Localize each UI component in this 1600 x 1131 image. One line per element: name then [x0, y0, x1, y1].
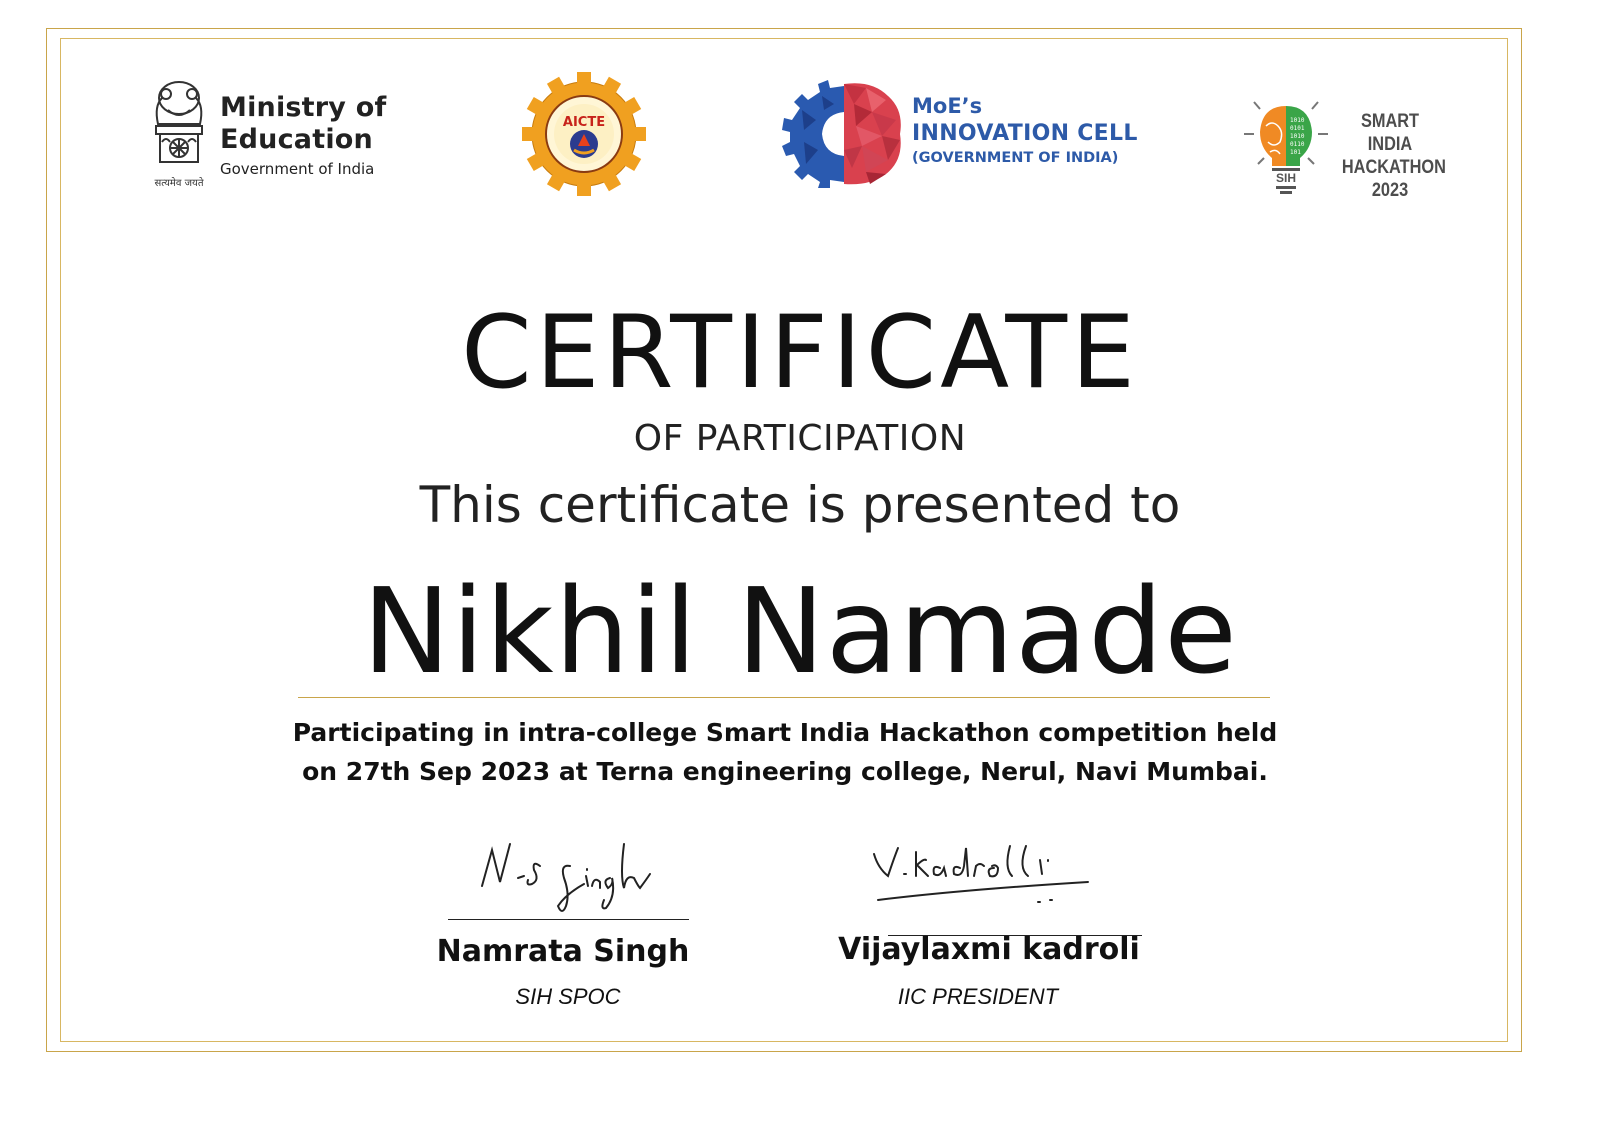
aicte-logo [522, 72, 646, 196]
sih-line2: HACKATHON [1341, 157, 1446, 178]
ministry-line1: Ministry of [220, 92, 387, 123]
sih-line1: SMART INDIA [1360, 111, 1420, 155]
emblem-motto: सत्यमेव जयते [154, 178, 204, 189]
national-emblem-icon [144, 76, 214, 192]
signatory-role-1: SIH SPOC [515, 984, 621, 1009]
innovation-cell-logo [912, 92, 1138, 168]
svg-text:0110: 0110 [1290, 141, 1305, 148]
aicte-label: AICTE [562, 115, 606, 130]
description-line1: Participating in intra-college Smart India Hackathon competition held [292, 718, 1278, 747]
recipient-name: Nikhil Namade [362, 562, 1238, 700]
description-line2: on 27th Sep 2023 at Terna engineering college, Nerul, Navi Mumbai. [302, 757, 1268, 786]
svg-text:1010: 1010 [1290, 117, 1305, 124]
signature-line-1 [448, 919, 689, 920]
innovation-cell-icon [782, 80, 906, 188]
signature-vijaylaxmi-kadroli [868, 838, 1098, 910]
signatory-name-1: Namrata Singh [436, 934, 690, 969]
signatory-role-2: IIC PRESIDENT [897, 984, 1059, 1009]
certificate-subtitle: OF PARTICIPATION [633, 418, 967, 459]
sih-badge: SIH [1275, 171, 1297, 185]
ministry-line2: Education [220, 124, 373, 155]
ministry-line3: Government of India [220, 160, 375, 178]
sih-bulb-icon [1240, 92, 1332, 196]
svg-text:1010: 1010 [1290, 133, 1305, 140]
sih-line3: 2023 [1371, 180, 1409, 201]
certificate-title: CERTIFICATE [461, 293, 1139, 411]
ministry-of-education-logo [220, 92, 386, 180]
presented-to-text: This certificate is presented to [419, 476, 1181, 534]
innovation-cell-line2: INNOVATION CELL [912, 121, 1138, 146]
signatory-name-2: Vijaylaxmi kadroli [838, 932, 1140, 967]
certificate-description [260, 713, 1310, 791]
innovation-cell-line1: MoE’s [912, 94, 983, 118]
sih-logo-text [1334, 110, 1446, 202]
signature-namrata-singh [474, 836, 664, 920]
svg-text:101: 101 [1290, 149, 1301, 156]
svg-text:0101: 0101 [1290, 125, 1305, 132]
innovation-cell-line3: (GOVERNMENT OF INDIA) [912, 150, 1119, 166]
recipient-underline [298, 697, 1270, 698]
